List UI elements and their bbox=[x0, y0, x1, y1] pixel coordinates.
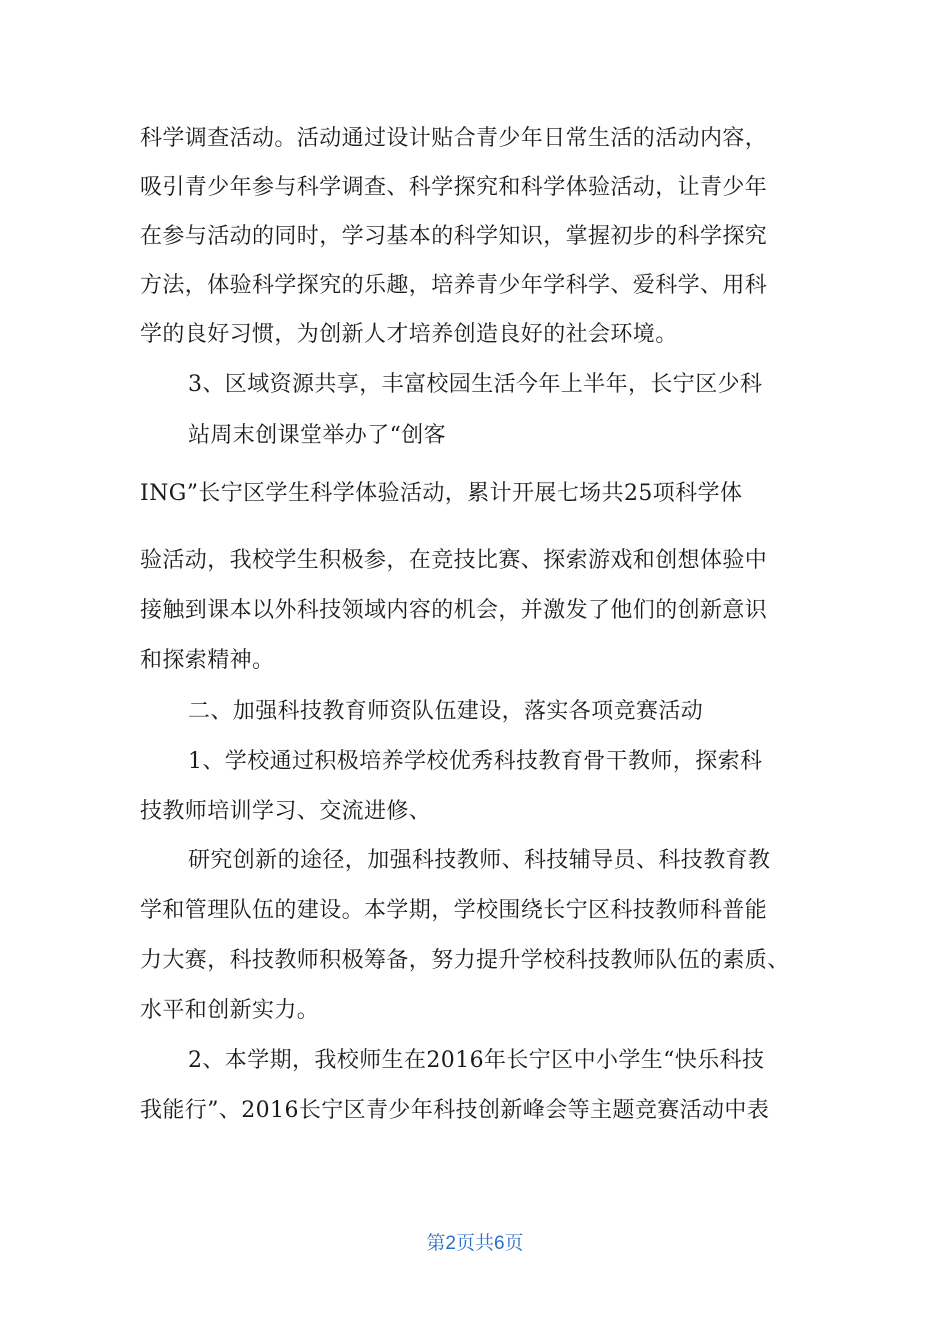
section-heading: 二、加强科技教育师资队伍建设，落实各项竞赛活动 bbox=[188, 699, 704, 724]
text-line: 吸引青少年参与科学调查、科学探究和科学体验活动，让青少年 bbox=[140, 175, 768, 200]
text-line: 接触到课本以外科技领域内容的机会，并激发了他们的创新意识 bbox=[140, 598, 768, 623]
page-number-footer: 第2页共6页 bbox=[426, 1233, 524, 1254]
text-line: 站周末创课堂举办了“创客 bbox=[188, 423, 447, 448]
text-line: 验活动，我校学生积极参，在竞技比赛、探索游戏和创想体验中 bbox=[140, 548, 768, 573]
text-line: 方法，体验科学探究的乐趣，培养青少年学科学、爱科学、用科 bbox=[140, 273, 768, 298]
text-line: 水平和创新实力。 bbox=[140, 998, 320, 1023]
text-line: 1、学校通过积极培养学校优秀科技教育骨干教师，探索科 bbox=[188, 749, 763, 774]
text-line: 力大赛，科技教师积极筹备，努力提升学校科技教师队伍的素质、 bbox=[140, 948, 790, 973]
text-line: 3、区域资源共享，丰富校园生活今年上半年，长宁区少科 bbox=[188, 372, 763, 397]
text-line: 我能行”、2016长宁区青少年科技创新峰会等主题竞赛活动中表 bbox=[140, 1098, 770, 1123]
text-line: 研究创新的途径，加强科技教师、科技辅导员、科技教育教 bbox=[188, 848, 771, 873]
text-line: 科学调查活动。活动通过设计贴合青少年日常生活的活动内容， bbox=[140, 126, 768, 151]
text-line: 学和管理队伍的建设。本学期，学校围绕长宁区科技教师科普能 bbox=[140, 898, 768, 923]
text-line: 学的良好习惯，为创新人才培养创造良好的社会环境。 bbox=[140, 322, 678, 347]
text-line: 和探索精神。 bbox=[140, 648, 275, 673]
text-line: 在参与活动的同时，学习基本的科学知识，掌握初步的科学探究 bbox=[140, 224, 768, 249]
text-line: 技教师培训学习、交流进修、 bbox=[140, 799, 432, 824]
text-line: ING”长宁区学生科学体验活动，累计开展七场共25项科学体 bbox=[140, 481, 743, 506]
text-line: 2、本学期，我校师生在2016年长宁区中小学生“快乐科技 bbox=[188, 1048, 765, 1073]
